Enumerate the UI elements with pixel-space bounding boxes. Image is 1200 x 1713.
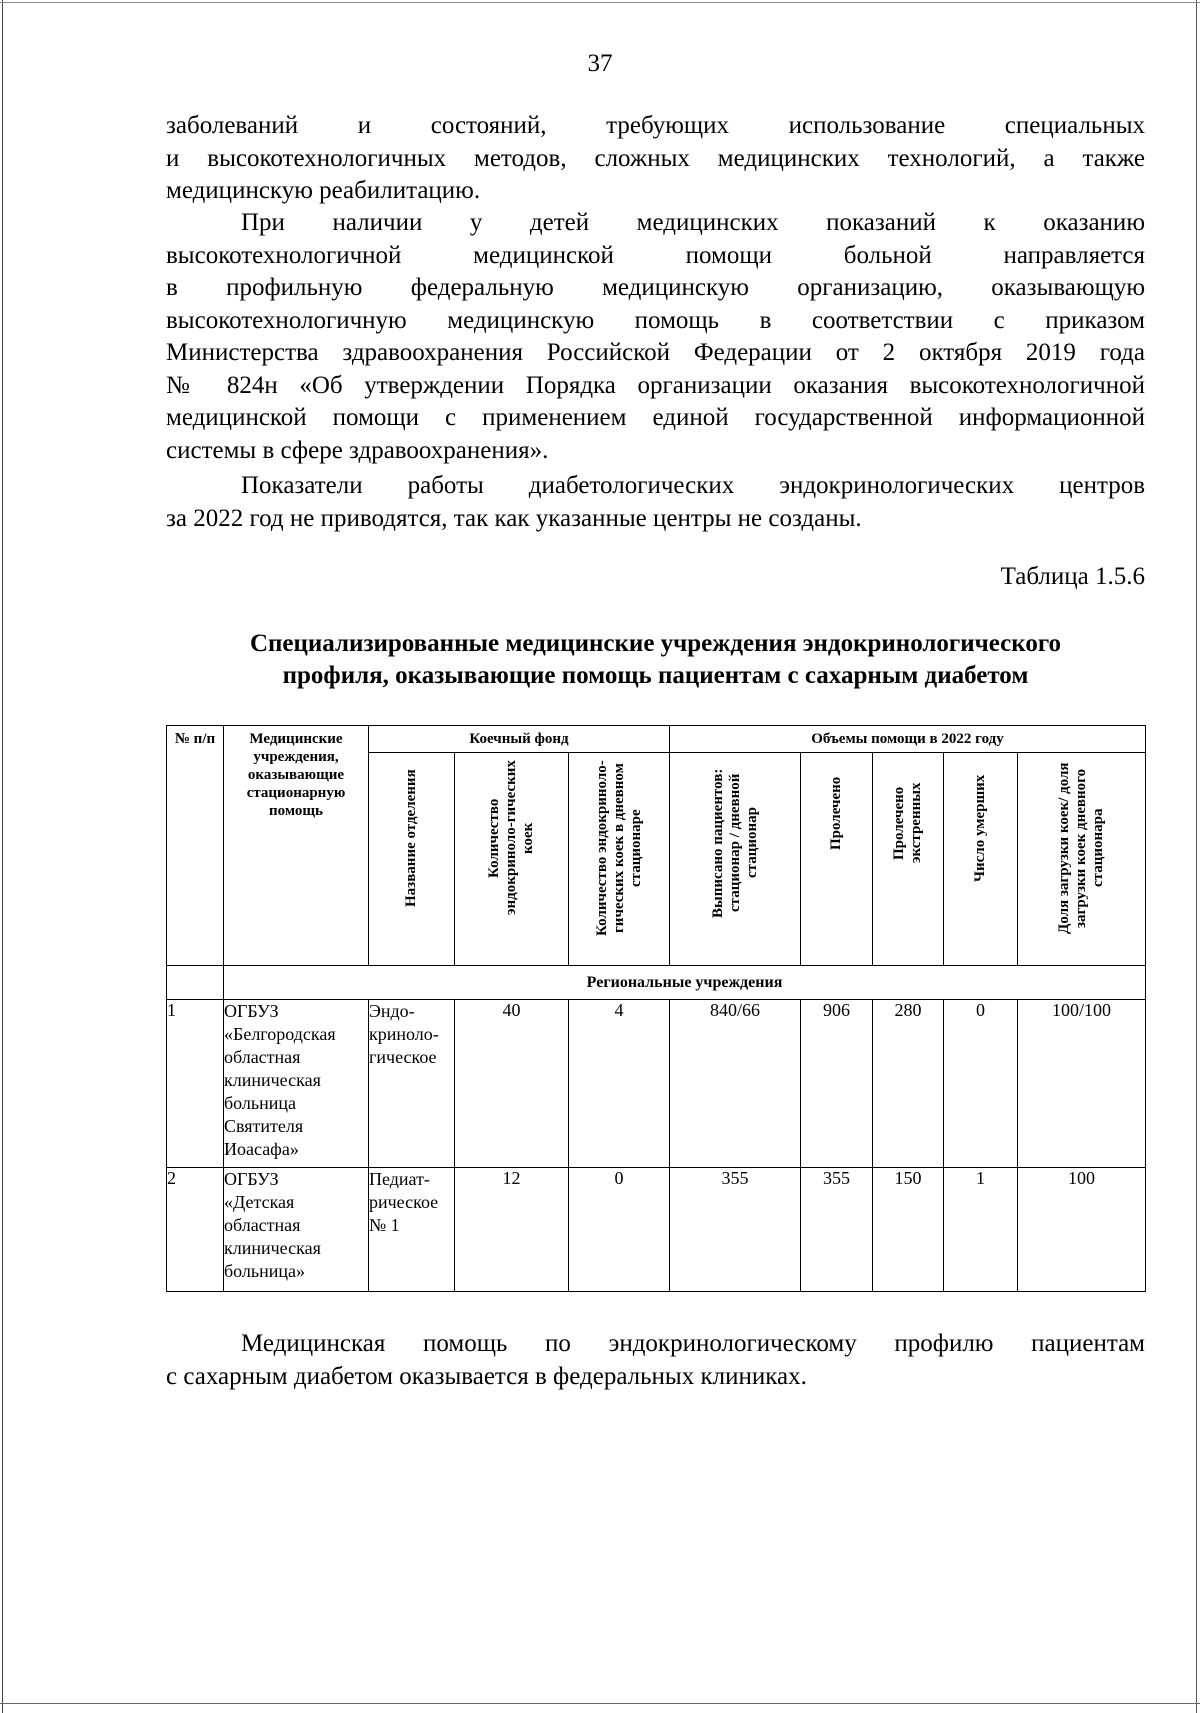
paragraph-line: медицинскую реабилитацию. xyxy=(166,177,481,204)
header-load-share xyxy=(1018,753,1146,966)
page-number: 37 xyxy=(587,50,613,77)
header-deaths xyxy=(944,753,1018,966)
header-endo-beds xyxy=(455,753,569,966)
paragraph-line: в профильную федеральную медицинскую организацию, оказывающую xyxy=(166,274,1145,301)
paragraph-line: высокотехнологичную медицинскую помощь в соответствии с приказом xyxy=(166,306,1145,334)
institution-line: «Детская xyxy=(224,1192,295,1212)
row-institution xyxy=(224,1168,369,1292)
institution-line: областная xyxy=(224,1215,301,1235)
header-day-beds xyxy=(569,753,670,966)
header-num: № п/п xyxy=(167,726,224,966)
institutions-table xyxy=(166,725,1146,1292)
header-department-text: Название отделения xyxy=(403,769,419,907)
section-title: Региональные учреждения xyxy=(224,966,1146,1000)
row-endo-beds: 40 xyxy=(455,1000,569,1168)
section-empty-cell xyxy=(167,966,224,1000)
final-line: с сахарным диабетом оказывается в федеральных клиниках. xyxy=(166,1362,807,1390)
paragraph-line: № 824н «Об утверждении Порядка организации оказания высокотехнологичной xyxy=(166,371,1145,399)
row-day-beds: 4 xyxy=(569,1000,670,1168)
paragraph-line: При наличии у детей медицинских показаний к оказанию xyxy=(241,209,1145,236)
department-line: гическое xyxy=(369,1047,437,1067)
header-emergency xyxy=(873,753,944,966)
paragraph-line: Показатели работы диабетологических эндокринологических центров xyxy=(241,472,1145,499)
page-edge-left xyxy=(2,0,3,1713)
row-department xyxy=(369,1168,455,1292)
page-edge-top xyxy=(0,2,1200,3)
row-day-beds: 0 xyxy=(569,1168,670,1292)
row-discharged: 840/66 xyxy=(670,1000,801,1168)
table-title-line: профиля, оказывающие помощь пациентам с сахарным диабетом xyxy=(282,662,1029,689)
row-num: 1 xyxy=(167,1000,224,1168)
institution-line: клиническая xyxy=(224,1070,321,1090)
final-paragraph xyxy=(166,1328,1145,1393)
paragraph-line: за 2022 год не приводятся, так как указанные центры не созданы. xyxy=(166,504,862,532)
department-line: Педиат- xyxy=(369,1169,430,1189)
header-deaths-text: Число умерших xyxy=(972,774,989,882)
header-day-beds-text: Количество эндокриноло-гических коек в дневном стационаре xyxy=(593,760,644,936)
institution-line: клиническая xyxy=(224,1238,321,1258)
row-discharged: 355 xyxy=(670,1168,801,1292)
header-discharged xyxy=(670,753,801,966)
institution-line: «Белгородская xyxy=(224,1024,336,1044)
institution-line: Иоасафа» xyxy=(224,1139,299,1159)
header-volume: Объемы помощи в 2022 году xyxy=(670,726,1146,753)
paragraph-line: и высокотехнологичных методов, сложных медицинских технологий, а также xyxy=(166,144,1145,172)
section-row xyxy=(167,966,1146,1000)
row-treated: 355 xyxy=(801,1168,873,1292)
header-endo-beds-text: Количество эндокриноло-гических коек xyxy=(486,760,536,916)
header-emergency-text: Пролечено экстренных xyxy=(891,782,925,864)
row-emergency: 280 xyxy=(873,1000,944,1168)
department-line: № 1 xyxy=(369,1215,400,1235)
row-deaths: 0 xyxy=(944,1000,1018,1168)
department-line: криноло- xyxy=(369,1024,439,1044)
row-load-share: 100 xyxy=(1018,1168,1146,1292)
row-department xyxy=(369,1000,455,1168)
institution-line: ОГБУЗ xyxy=(224,1169,279,1189)
row-load-share: 100/100 xyxy=(1018,1000,1146,1168)
paragraph-1 xyxy=(166,110,1145,208)
institution-line: Святителя xyxy=(224,1116,304,1136)
row-num: 2 xyxy=(167,1168,224,1292)
header-institution: Медицинские учреждения, оказывающие стационарную помощь xyxy=(224,726,369,966)
table-row xyxy=(167,1000,1146,1168)
paragraph-line: высокотехнологичной медицинской помощи больной направляется xyxy=(166,241,1145,269)
institution-line: больница» xyxy=(224,1261,305,1281)
row-treated: 906 xyxy=(801,1000,873,1168)
paragraph-3 xyxy=(166,470,1145,535)
header-department xyxy=(369,753,455,966)
institution-line: ОГБУЗ xyxy=(224,1001,279,1021)
header-load-share-text: Доля загрузки коек/ доля загрузки коек дневного стационара xyxy=(1056,762,1107,934)
paragraph-line: Министерства здравоохранения Российской Федерации от 2 октября 2019 года xyxy=(166,339,1145,366)
header-bed-fund: Коечный фонд xyxy=(369,726,670,753)
row-emergency: 150 xyxy=(873,1168,944,1292)
page-edge-bottom xyxy=(0,1703,1200,1704)
header-treated xyxy=(801,753,873,966)
header-treated-text: Пролечено xyxy=(828,776,845,850)
table-title xyxy=(166,628,1145,692)
institution-line: больница xyxy=(224,1093,296,1113)
row-institution xyxy=(224,1000,369,1168)
row-endo-beds: 12 xyxy=(455,1168,569,1292)
table-row xyxy=(167,1168,1146,1292)
paragraph-line: системы в сфере здравоохранения». xyxy=(166,436,549,464)
final-line: Медицинская помощь по эндокринологическому профилю пациентам xyxy=(241,1330,1145,1357)
institution-line: областная xyxy=(224,1047,301,1067)
department-line: рическое xyxy=(369,1192,439,1212)
header-discharged-text: Выписано пациентов: стационар / дневной стационар xyxy=(709,768,760,918)
table-title-line: Специализированные медицинские учреждения эндокринологического xyxy=(249,630,1062,657)
paragraph-line: заболеваний и состояний, требующих использование специальных xyxy=(166,112,1145,139)
paragraph-2 xyxy=(166,207,1145,467)
row-deaths: 1 xyxy=(944,1168,1018,1292)
page-edge-right xyxy=(1196,0,1197,1713)
paragraph-line: медицинской помощи с применением единой государственной информационной xyxy=(166,404,1145,431)
department-line: Эндо- xyxy=(369,1001,415,1021)
table-label: Таблица 1.5.6 xyxy=(1000,563,1145,590)
